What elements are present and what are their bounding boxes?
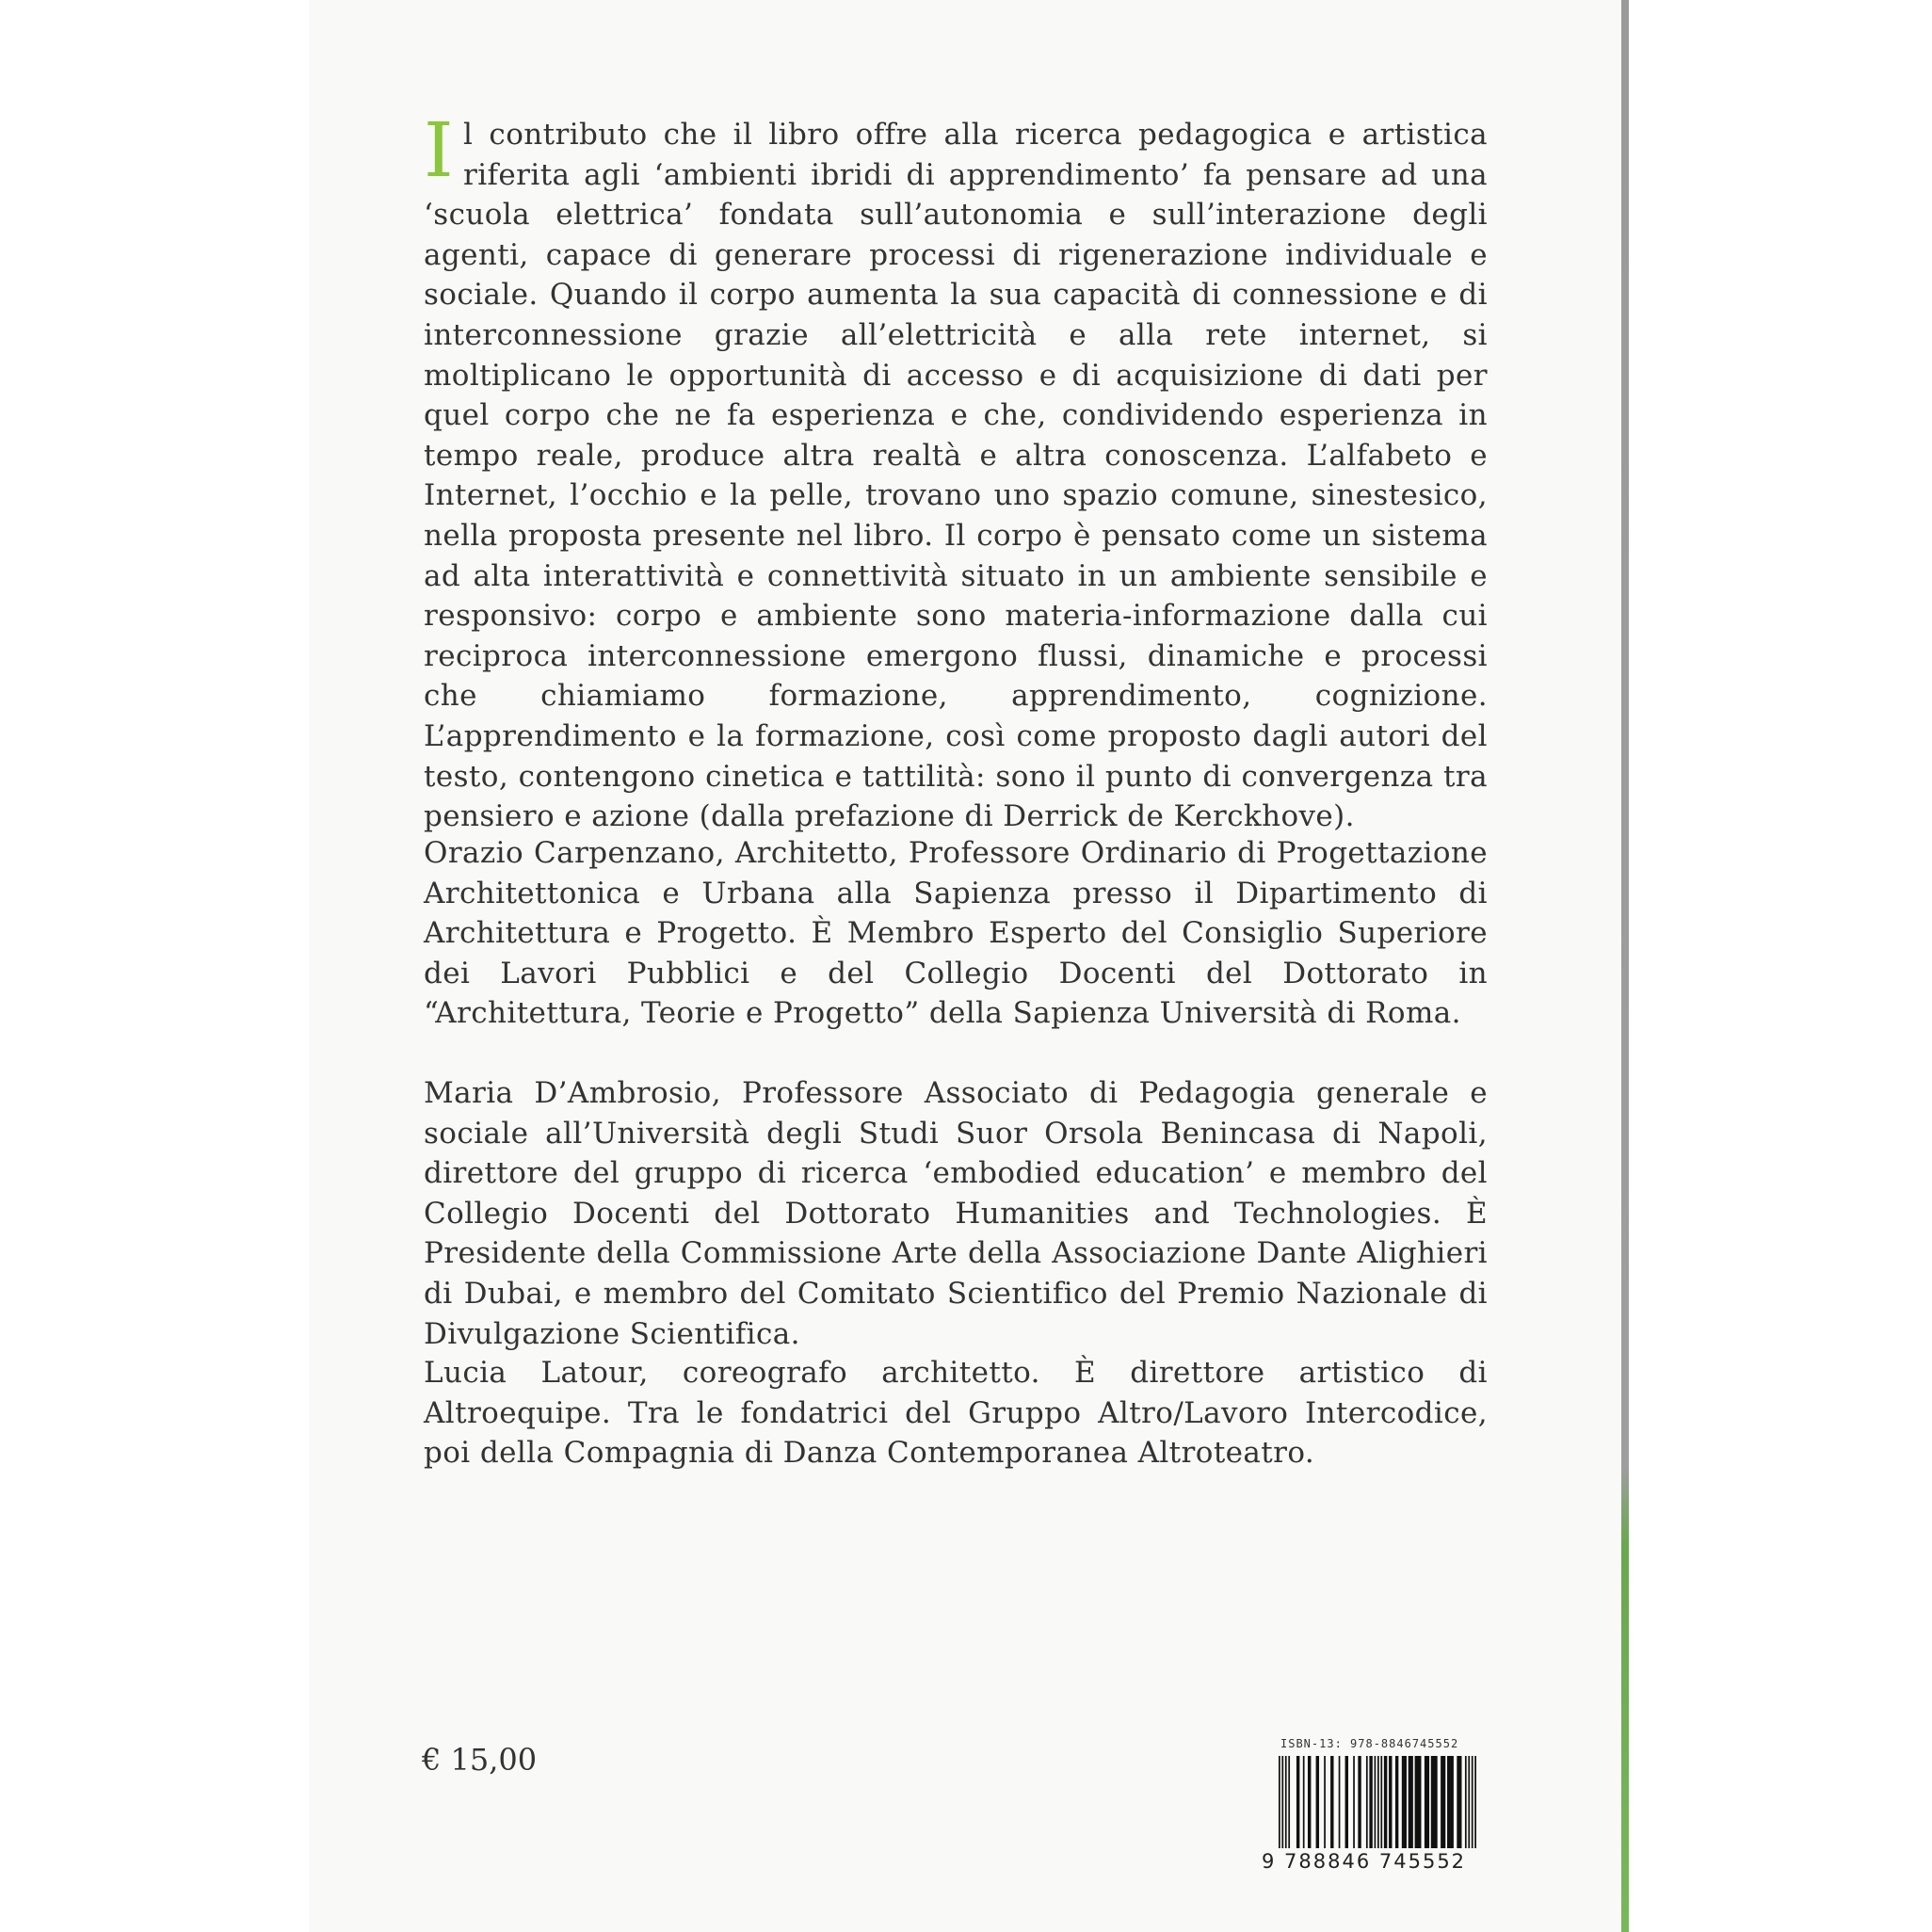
barcode-bar — [1441, 1756, 1445, 1848]
barcode-bar — [1308, 1756, 1311, 1848]
barcode-bar — [1402, 1756, 1407, 1848]
barcode-icon — [1279, 1756, 1476, 1848]
barcode-bar — [1358, 1756, 1360, 1848]
barcode-bar — [1345, 1756, 1348, 1848]
isbn-barcode — [1262, 1737, 1480, 1878]
barcode-bar — [1303, 1756, 1305, 1848]
intro-paragraph — [424, 106, 1488, 837]
barcode-bar — [1353, 1756, 1355, 1848]
barcode-bar — [1279, 1756, 1280, 1848]
barcode-bar — [1389, 1756, 1392, 1848]
barcode-bar — [1330, 1756, 1333, 1848]
barcode-bar — [1377, 1756, 1379, 1848]
barcode-bar — [1457, 1756, 1461, 1848]
barcode-bar — [1474, 1756, 1476, 1848]
barcode-bar — [1468, 1756, 1470, 1848]
drop-cap: I — [424, 106, 455, 194]
barcode-bar — [1281, 1756, 1283, 1848]
barcode-bar — [1380, 1756, 1382, 1848]
barcode-bar — [1415, 1756, 1422, 1848]
barcode-bar — [1324, 1756, 1326, 1848]
barcode-bar — [1447, 1756, 1454, 1848]
barcode-bar — [1425, 1756, 1429, 1848]
barcode-bar — [1366, 1756, 1368, 1848]
barcode-bar — [1375, 1756, 1377, 1848]
barcode-bar — [1409, 1756, 1413, 1848]
barcode-bar — [1395, 1756, 1398, 1848]
barcode-bar — [1465, 1756, 1467, 1848]
author-bio-carpenzano: Orazio Carpenzano, Architetto, Professore Ordinario di Progettazione Architettonica e Urbana alla Sapienza presso il Dipartimento di Architettura e Progetto. È Membro Esperto del Consiglio Superiore dei Lavori Pubblici e del Collegio Docenti del Dottorato in “Architettura, Teorie e Progetto” della Sapienza Università di Roma. — [424, 836, 1488, 1031]
barcode-bar — [1339, 1756, 1341, 1848]
spine-edge — [1621, 0, 1629, 1932]
barcode-bar — [1369, 1756, 1372, 1848]
isbn-label: ISBN-13: 978-8846745552 — [1280, 1737, 1459, 1750]
barcode-bar — [1431, 1756, 1438, 1848]
barcode-bar — [1288, 1756, 1290, 1848]
intro-text: l contributo che il libro offre alla ricerca pedagogica e artistica riferita agli ‘ambienti ibridi di apprendimento’ fa pensare ad una ‘scuola elettrica’ fondata sull’autonomia e sull’interazione degli agenti, capace di generare processi di rigenerazione individuale e sociale. Quando il corpo aumenta la sua capacità di connessione e di interconnessione grazie all’elettricità e alla rete internet, si moltiplicano le opportunità di accesso e di acquisizione di dati per quel corpo che ne fa esperienza e che, condividendo esperienza in tempo reale, produce altra realtà e altra conoscenza. L’alfabeto e Internet, l’occhio e la pelle, trovano uno spazio comune, sinestesico, nella proposta presente nel libro. Il corpo è pensato come un sistema ad alta interattività e connettività situato in un ambiente sensibile e responsivo: corpo e ambiente sono materia-informazione dalla cui reciproca interconnessione emergono flussi, dinamiche e processi che chiamiamo formazione, apprendimento, cognizione. L’apprendimento e la formazione, così come proposto dagli autori del testo, contengono cinetica e tattilità: sono il punto di convergenza tra pensiero e azione (dalla prefazione di Derrick de Kerckhove). — [424, 118, 1488, 834]
barcode-bar — [1472, 1756, 1473, 1848]
barcode-digits: 9 788846 745552 — [1262, 1850, 1467, 1873]
barcode-bar — [1285, 1756, 1287, 1848]
author-bio-latour: Lucia Latour, coreografo architetto. È direttore artistico di Altroequipe. Tra le fondatrici del Gruppo Altro/Lavoro Intercodice, poi della Compagnia di Danza Contemporanea Altroteatro. — [424, 1356, 1488, 1471]
barcode-bar — [1316, 1756, 1319, 1848]
author-bio-dambrosio: Maria D’Ambrosio, Professore Associato di Pedagogia generale e sociale all’Università degli Studi Suor Orsola Benincasa di Napoli, direttore del gruppo di ricerca ‘embodied education’ e membro del Collegio Docenti del Dottorato Humanities and Technologies. È Presidente della Commissione Arte della Associazione Dante Alighieri di Dubai, e membro del Comitato Scientifico del Premio Nazionale di Divulgazione Scientifica. — [424, 1076, 1488, 1351]
price: € 15,00 — [422, 1742, 538, 1778]
barcode-bar — [1384, 1756, 1387, 1848]
barcode-bar — [1296, 1756, 1299, 1848]
